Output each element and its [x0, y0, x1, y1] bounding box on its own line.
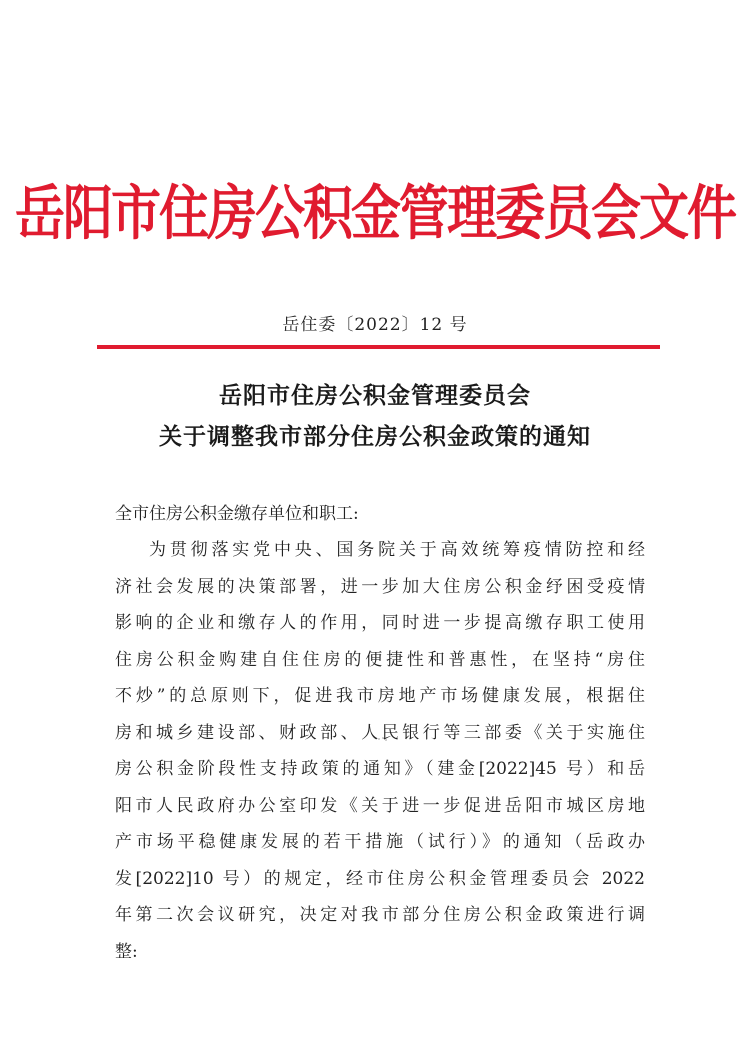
body-paragraph	[115, 532, 645, 970]
body-line: 阳市人民政府办公室印发《关于进一步促进岳阳市城区房地	[115, 795, 645, 816]
body-line: 整:	[115, 941, 138, 962]
body-line: 住房公积金购建自住住房的便捷性和普惠性，在坚持“房住	[115, 649, 645, 670]
body-line: 影响的企业和缴存人的作用，同时进一步提高缴存职工使用	[115, 613, 645, 633]
issuer-header-title: 岳阳市住房公积金管理委员会文件	[15, 179, 735, 248]
notice-title-line-1: 岳阳市住房公积金管理委员会	[219, 382, 531, 409]
notice-title-line-2: 关于调整我市部分住房公积金政策的通知	[159, 423, 591, 450]
body-line: 不炒”的总原则下，促进我市房地产市场健康发展，根据住	[115, 686, 645, 706]
red-divider-line	[97, 345, 660, 349]
body-line: 产市场平稳健康发展的若干措施（试行）》的通知（岳政办	[115, 832, 645, 852]
scan-speck	[378, 737, 388, 741]
body-line: 为贯彻落实党中央、国务院关于高效统筹疫情防控和经	[149, 540, 645, 560]
body-line: 年第二次会议研究，决定对我市部分住房公积金政策进行调	[115, 905, 645, 925]
body-line: 房和城乡建设部、财政部、人民银行等三部委《关于实施住	[115, 722, 645, 743]
salutation: 全市住房公积金缴存单位和职工:	[115, 504, 359, 524]
document-number: 岳住委〔2022〕12 号	[282, 315, 468, 335]
body-line: 发[2022]10 号）的规定，经市住房公积金管理委员会 2022	[115, 868, 645, 889]
body-line: 房公积金阶段性支持政策的通知》（建金[2022]45 号）和岳	[115, 759, 645, 779]
body-line: 济社会发展的决策部署，进一步加大住房公积金纾困受疫情	[115, 576, 645, 597]
